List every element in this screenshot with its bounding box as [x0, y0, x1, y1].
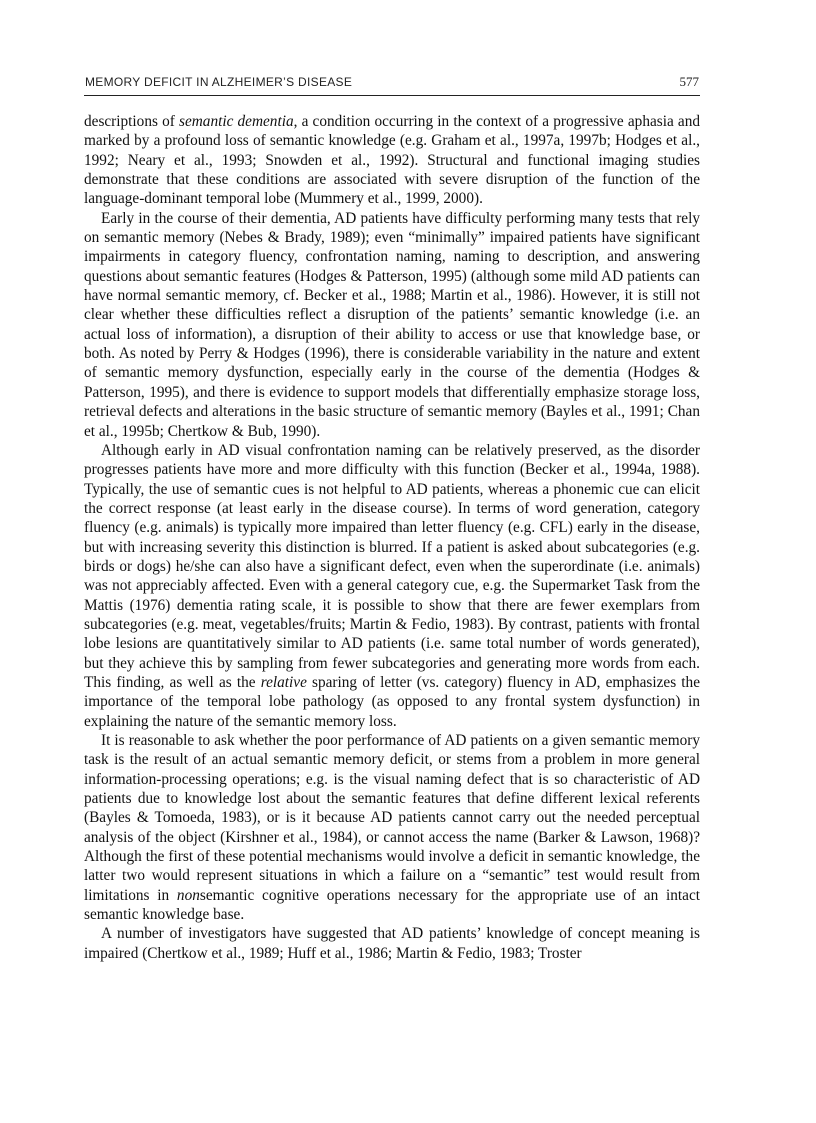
page-number: 577 [679, 74, 699, 89]
italic-term: non [176, 886, 200, 904]
paragraph-4 [84, 731, 700, 924]
paragraph-text: semantic cognitive operations necessary for the appropriate use of an intact semantic knowledge base. [84, 886, 700, 924]
paragraph-3 [84, 441, 700, 731]
running-title: MEMORY DEFICIT IN ALZHEIMER’S DISEASE [85, 75, 353, 89]
page [84, 74, 700, 963]
paragraph-text: Early in the course of their dementia, AD patients have difficulty performing many tests that rely on semantic memory (Nebes & Brady, 1989); even “minimally” impaired patients have significant impairments in category fluency, confrontation naming, naming to description, and answering questions about semantic features (Hodges & Patterson, 1995) (although some mild AD patients can have normal semantic memory, cf. Becker et al., 1988; Martin et al., 1986). However, it is still not clear whether these difficulties reflect a disruption of the patients’ semantic knowledge (i.e. an actual loss of information), a disruption of their ability to access or use that knowledge base, or both. As noted by Perry & Hodges (1996), there is considerable variability in the nature and extent of semantic memory dysfunction, especially early in the course of the dementia (Hodges & Patterson, 1995), and there is evidence to support models that differentially emphasize storage loss, retrieval defects and alterations in the basic structure of semantic memory (Bayles et al., 1991; Chan et al., 1995b; Chertkow & Bub, 1990). [84, 209, 700, 440]
paragraph-1 [84, 112, 700, 209]
paragraph-text: , a condition occurring in the context of a progressive aphasia and marked by a profound loss of semantic knowledge (e.g. Graham et al., 1997a, 1997b; Hodges et al., 1992; Neary et al., 1993; Snowden et al., 1992). Structural and functional imaging studies demonstrate that these conditions are associated with severe disruption of the function of the language-dominant temporal lobe (Mummery et al., 1999, 2000). [84, 113, 700, 208]
paragraph-2 [84, 209, 700, 441]
italic-term: semantic dementia [179, 113, 294, 130]
paragraph-text: It is reasonable to ask whether the poor performance of AD patients on a given semantic memory task is the result of an actual semantic memory deficit, or stems from a problem in more general information-processing operations; e.g. is the visual naming defect that is so characteristic of AD patients due to knowledge lost about the semantic features that define different lexical referents (Bayles & Tomoeda, 1983), or is it because AD patients cannot carry out the needed perceptual analysis of the object (Kirshner et al., 1984), or cannot access the name (Barker & Lawson, 1968)? Although the first of these potential mechanisms would involve a deficit in semantic knowledge, the latter two would represent situations in which a failure on a “semantic” test would result from limitations in [84, 732, 700, 904]
paragraph-text: A number of investigators have suggested that AD patients’ knowledge of concept meaning is impaired (Chertkow et al., 1989; Huff et al., 1986; Martin & Fedio, 1983; Troster [84, 925, 700, 962]
paragraph-text: sparing of letter (vs. category) fluency in AD, emphasizes the importance of the temporal lobe pathology (as opposed to any frontal system dysfunction) in explaining the nature of the semantic memory loss. [84, 673, 700, 730]
running-head [84, 74, 700, 96]
italic-term: relative [260, 673, 307, 691]
paragraph-5 [84, 924, 700, 963]
paragraph-text: Although early in AD visual confrontation naming can be relatively preserved, as the disorder progresses patients have more and more difficulty with this function (Becker et al., 1994a, 1988). Typically, the use of semantic cues is not helpful to AD patients, whereas a phonemic cue can elicit the correct response (at least early in the disease course). In terms of word generation, category fluency (e.g. animals) is typically more impaired than letter fluency (e.g. CFL) early in the disease, but with increasing severity this distinction is blurred. If a patient is asked about subcategories (e.g. birds or dogs) he/she can also have a significant defect, even when the superordinate (i.e. animals) was not appreciably affected. Even with a general category cue, e.g. the Supermarket Task from the Mattis (1976) dementia rating scale, it is possible to show that there are fewer exemplars from subcategories (e.g. meat, vegetables/fruits; Martin & Fedio, 1983). By contrast, patients with frontal lobe lesions are quantitatively similar to AD patients (i.e. same total number of words generated), but they achieve this by sampling from fewer subcategories and generating more words from each. This finding, as well as the [84, 441, 700, 691]
paragraph-text: descriptions of [84, 113, 179, 130]
body-text [84, 112, 700, 963]
